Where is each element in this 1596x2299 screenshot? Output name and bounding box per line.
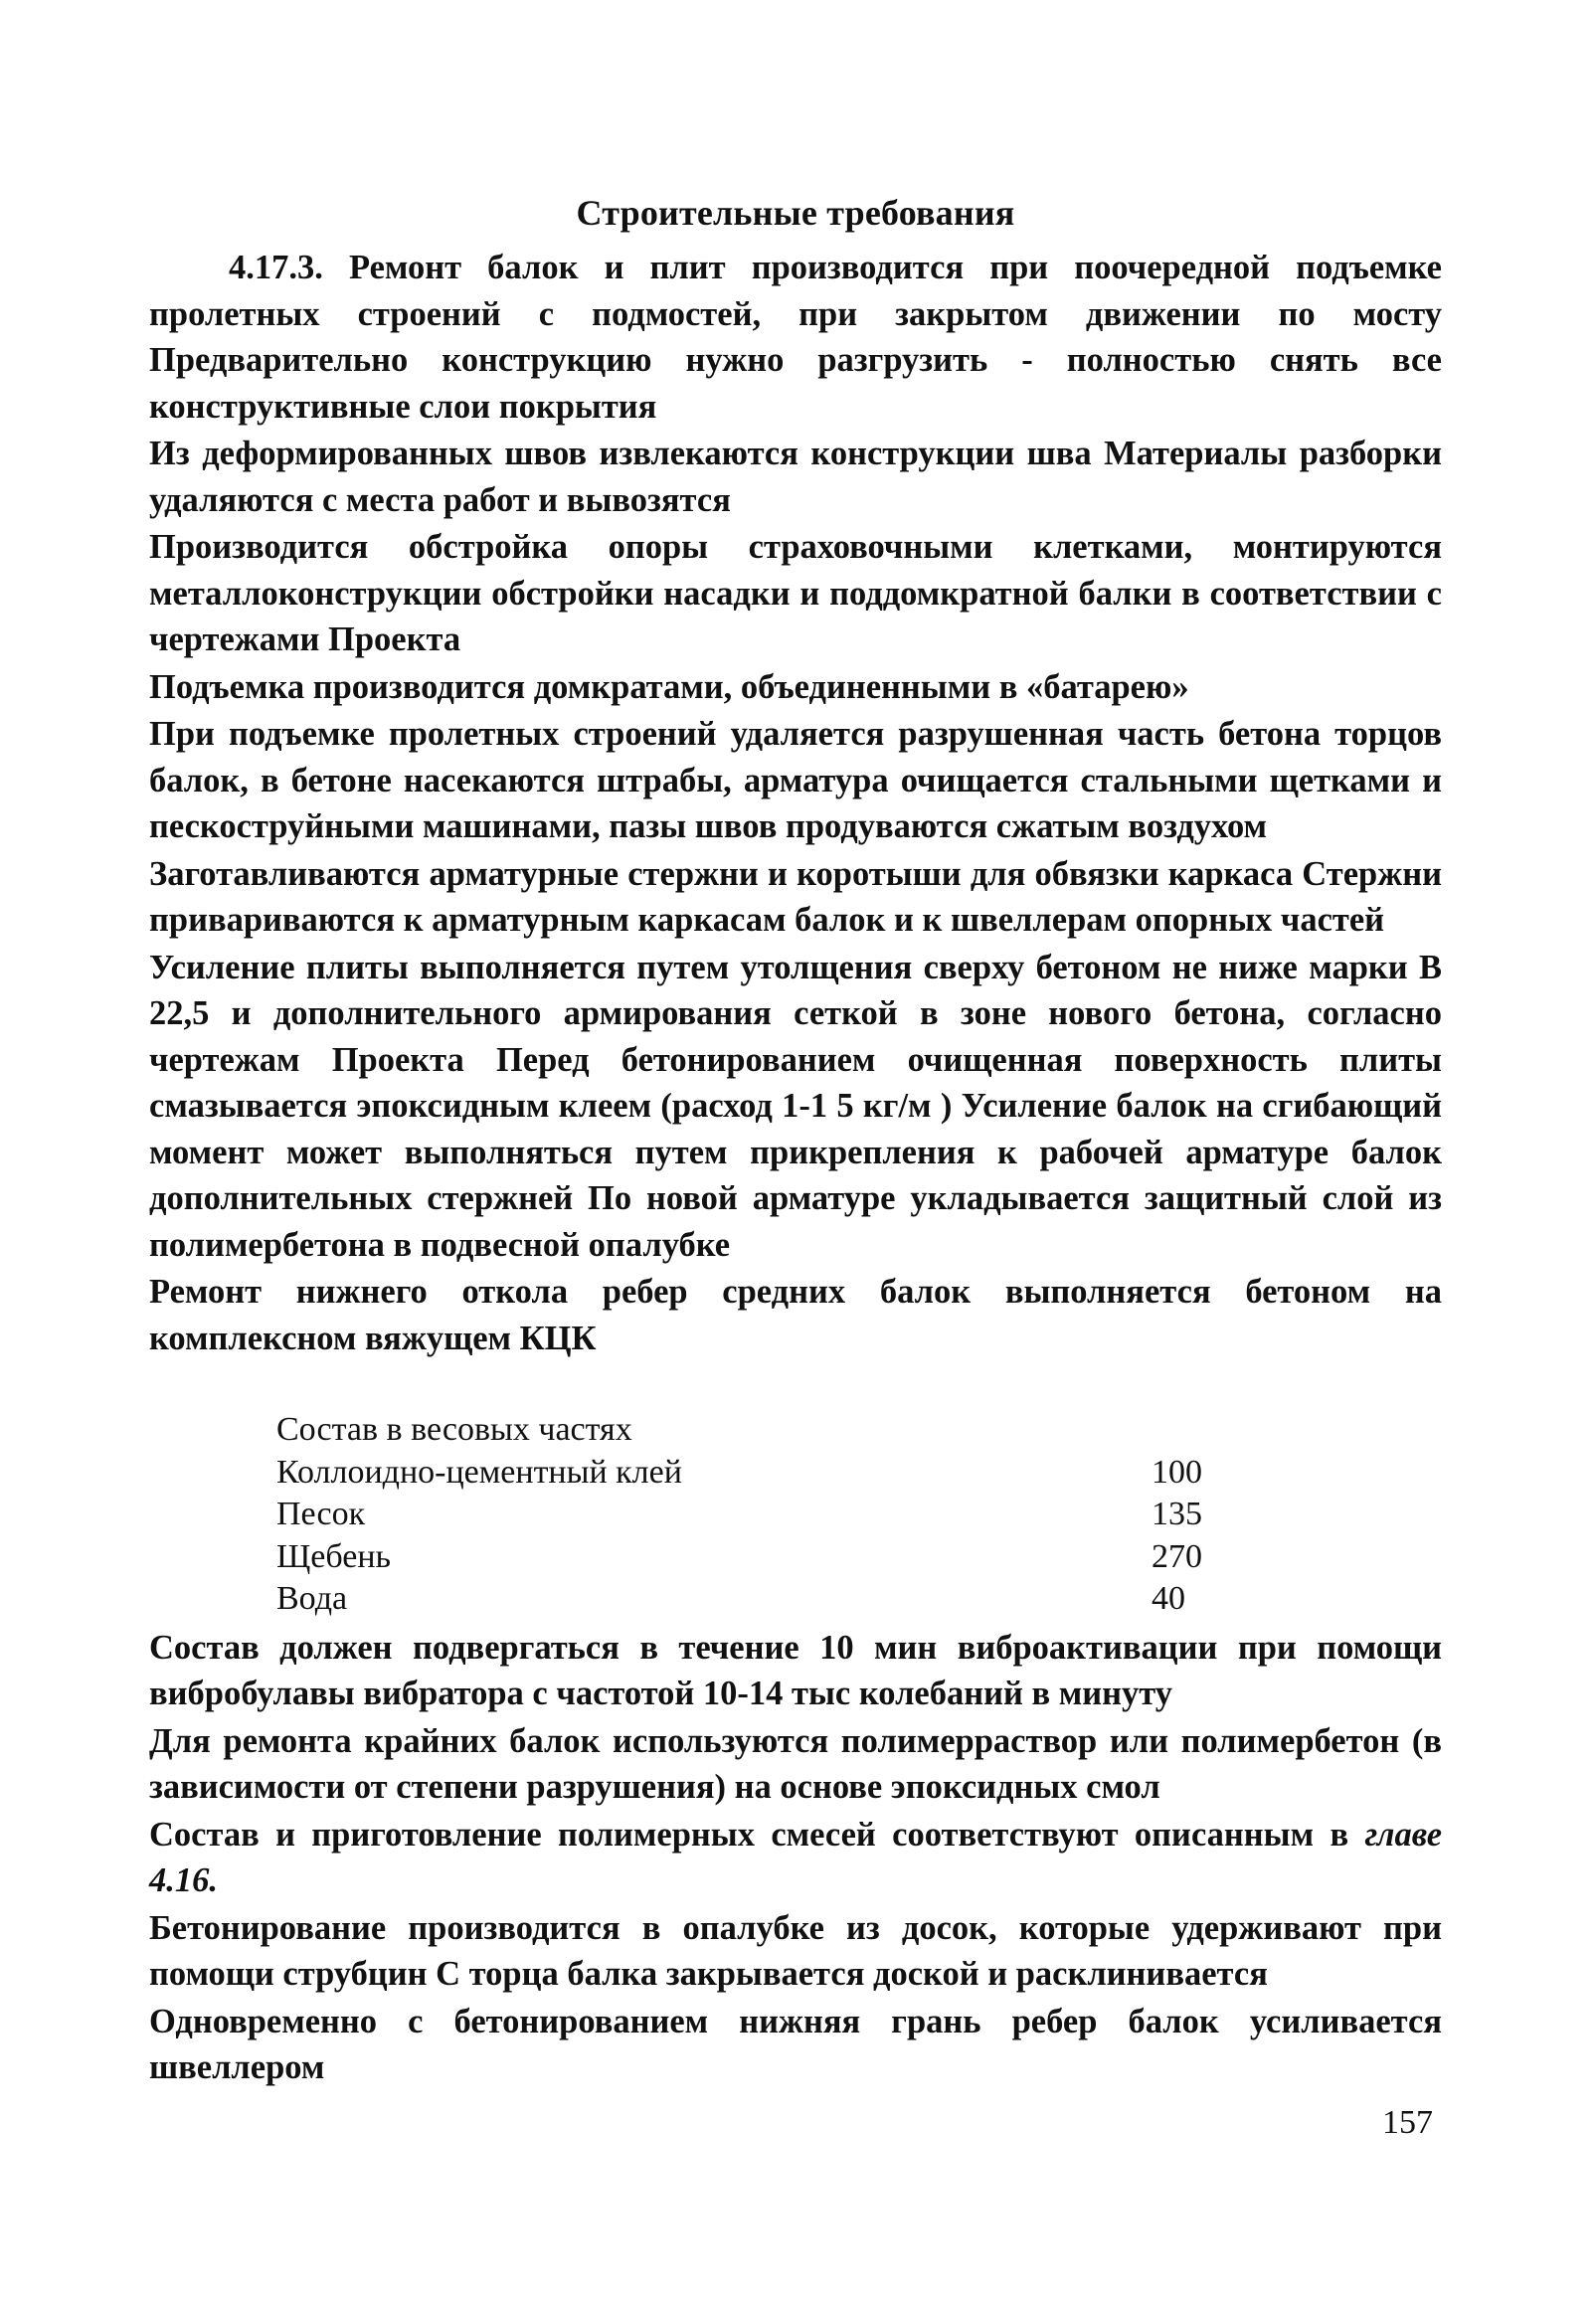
composition-name: Коллоидно-цементный клей — [276, 1453, 682, 1491]
paragraph-with-reference — [149, 1812, 1442, 1904]
section-number: 4.17.3. — [229, 249, 323, 286]
page-number: 157 — [1382, 2104, 1433, 2141]
paragraph: Подъемка производится домкратами, объединенными в «батарею» — [149, 667, 1189, 706]
paragraph: Заготавливаются арматурные стержни и коротыши для обвязки каркаса Стержни привариваются к арматурным каркасам балок и к швеллерам опорных частей — [149, 854, 1442, 939]
paragraph: Бетонирование производится в опалубке из досок, которые удерживают при помощи струбцин С торца балка закрывается доской и расклинивается — [149, 1908, 1442, 1993]
composition-table — [276, 1409, 1211, 1621]
composition-row — [276, 1536, 1211, 1579]
paragraph: Для ремонта крайних балок используются полимерраствор или полимербетон (в зависимости от степени разрушения) на основе эпоксидных смол — [149, 1721, 1442, 1806]
chapter-reference: главе 4.16. — [149, 1815, 1443, 1899]
paragraph: Ремонт нижнего откола ребер средних балок выполняется бетоном на комплексном вяжущем КЦК — [149, 1273, 1442, 1357]
paragraph: Из деформированных швов извлекаются конструкции шва Материалы разборки удаляются с места работ и вывозятся — [149, 435, 1442, 519]
composition-value: 135 — [1152, 1496, 1202, 1532]
composition-name: Вода — [276, 1580, 348, 1617]
paragraph: Одновременно с бетонированием нижняя грань ребер балок усиливается швеллером — [149, 2002, 1442, 2086]
paragraph: Состав должен подвергаться в течение 10 мин виброактивации при помощи вибробулавы вибратора с частотой 10-14 тыс колебаний в минуту — [149, 1628, 1442, 1712]
paragraph-text: Состав и приготовление полимерных смесей соответствуют описанным в — [149, 1815, 1349, 1854]
composition-value: 270 — [1152, 1537, 1202, 1575]
composition-row — [276, 1494, 1211, 1536]
paragraph-intro — [149, 245, 1442, 430]
paragraph: Производится обстройка опоры страховочными клетками, монтируются металлоконструкции обстройки насадки и поддомкратной балки в соответствии с чертежами Проекта — [149, 528, 1442, 658]
composition-row — [276, 1452, 1211, 1495]
section-heading: Строительные требования — [576, 193, 1015, 233]
paragraph: Усиление плиты выполняется путем утолщения сверху бетоном не ниже марки В 22,5 и дополнительного армирования сеткой в зоне нового бетона, согласно чертежам Проекта Перед бетонированием очищенная поверхность плиты смазывается эпоксидным клеем (расход 1-1 5 кг/м ) Усиление балок на сгибающий момент может выполняться путем прикрепления к рабочей арматуре балок дополнительных стержней По новой арматуре укладывается защитный слой из полимербетона в подвесной опалубке — [149, 948, 1442, 1264]
composition-value: 40 — [1152, 1580, 1185, 1617]
composition-title: Состав в весовых частях — [276, 1411, 632, 1448]
composition-value: 100 — [1152, 1453, 1202, 1491]
composition-row — [276, 1578, 1211, 1621]
composition-name: Щебень — [276, 1537, 392, 1575]
paragraph: При подъемке пролетных строений удаляется разрушенная часть бетона торцов балок, в бетоне насекаются штрабы, арматура очищается стальными щетками и пескоструйными машинами, пазы швов продуваются сжатым воздухом — [149, 715, 1442, 845]
composition-name: Песок — [276, 1496, 366, 1532]
document-page — [149, 189, 1442, 2092]
paragraph-text: Ремонт балок и плит производится при поочередной подъемке пролетных строений с подмостей, при закрытом движении по мосту Предварительно конструкцию нужно разгрузить - полностью снять все конструктивные слои покрытия — [149, 249, 1442, 426]
